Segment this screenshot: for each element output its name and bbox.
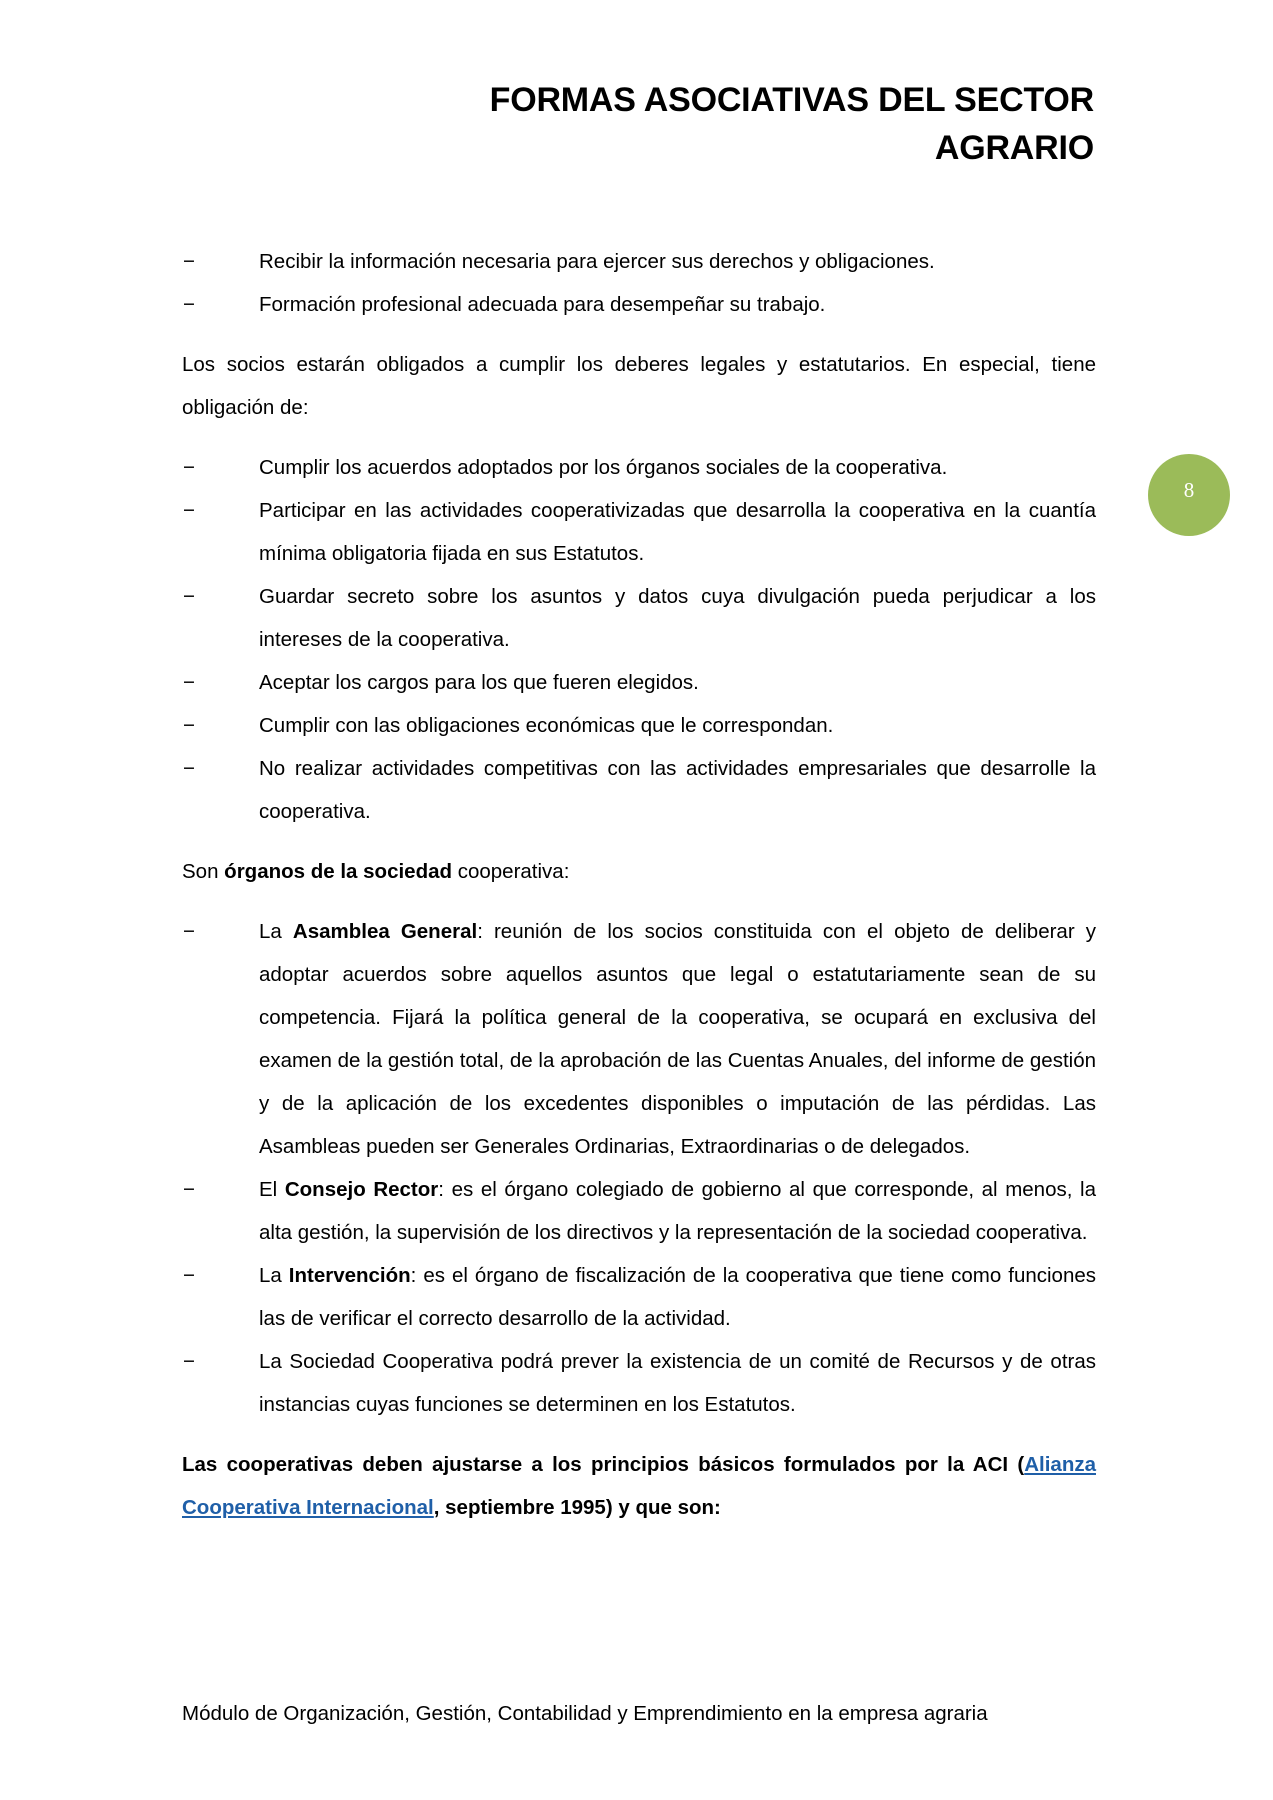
organs-intro-after: cooperativa: [452,860,570,883]
aci-link[interactable]: Alianza Cooperativa Internacional [182,1453,1096,1519]
organs-intro-before: Son [182,860,225,883]
list-item: − Aceptar los cargos para los que fueren elegidos. [259,661,1096,704]
list-item: − Cumplir con las obligaciones económicas que le correspondan. [259,704,1096,747]
organs-intro [182,850,1096,893]
organ-term: Consejo Rector [284,1178,439,1201]
principles-before: Las cooperativas deben ajustarse a los principios básicos formulados por la ACI ( [182,1453,1025,1476]
organ-term: Intervención [288,1264,411,1287]
list-item: − Guardar secreto sobre los asuntos y datos cuya divulgación pueda perjudicar a los intereses de la cooperativa. [259,575,1096,661]
page-title: FORMAS ASOCIATIVAS DEL SECTOR AGRARIO [489,81,1094,167]
list-item: − Participar en las actividades cooperativizadas que desarrolla la cooperativa en la cuantía mínima obligatoria fijada en sus Estatutos. [259,489,1096,575]
list-item: − Formación profesional adecuada para desempeñar su trabajo. [259,283,1096,326]
principles-after: , septiembre 1995) y que son: [433,1496,721,1519]
list-item [259,910,1096,1168]
principles-paragraph [182,1443,1096,1529]
list-item: − Cumplir los acuerdos adoptados por los órganos sociales de la cooperativa. [259,446,1096,489]
list-item [259,1254,1096,1340]
organ-prefix: La [259,920,293,943]
document-body [182,240,1096,1529]
organ-text: : es el órgano de fiscalización de la cooperativa que tiene como funciones las de verificar el correcto desarrollo de la actividad. [259,1264,1097,1330]
page-number-badge: 8 [1148,454,1230,536]
organ-text: La Sociedad Cooperativa podrá prever la existencia de un comité de Recursos y de otras instancias cuyas funciones se determinen en los Estatutos. [259,1350,1096,1416]
list-item: − No realizar actividades competitivas con las actividades empresariales que desarrolle la cooperativa. [259,747,1096,833]
list-item [259,1168,1096,1254]
obligations-list [182,446,1096,833]
organ-prefix: El [259,1178,285,1201]
organ-text: : reunión de los socios constituida con el objeto de deliberar y adoptar acuerdos sobre aquellos asuntos que legal o estatutariamente sean de su competencia. Fijará la política general de la cooperativa, se ocupará en exclusiva del examen de la gestión total, de la aprobación de las Cuentas Anuales, del informe de gestión y de la aplicación de los excedentes disponibles o imputación de las pérdidas. Las Asambleas pueden ser Generales Ordinarias, Extraordinarias o de delegados. [259,920,1096,1158]
list-item: − Recibir la información necesaria para ejercer sus derechos y obligaciones. [259,240,1096,283]
organ-prefix: La [259,1264,289,1287]
page-footer: Módulo de Organización, Gestión, Contabilidad y Emprendimiento en la empresa agraria [182,1702,988,1725]
organ-text: : es el órgano colegiado de gobierno al que corresponde, al menos, la alta gestión, la supervisión de los directivos y la representación de la sociedad cooperativa. [259,1178,1096,1244]
obligations-intro: Los socios estarán obligados a cumplir los deberes legales y estatutarios. En especial, tiene obligación de: [182,353,1096,419]
rights-list [182,240,1096,326]
organ-term: Asamblea General [292,920,478,943]
list-item [259,1340,1096,1426]
organs-intro-bold: órganos de la sociedad [224,860,453,883]
organs-list [182,910,1096,1426]
